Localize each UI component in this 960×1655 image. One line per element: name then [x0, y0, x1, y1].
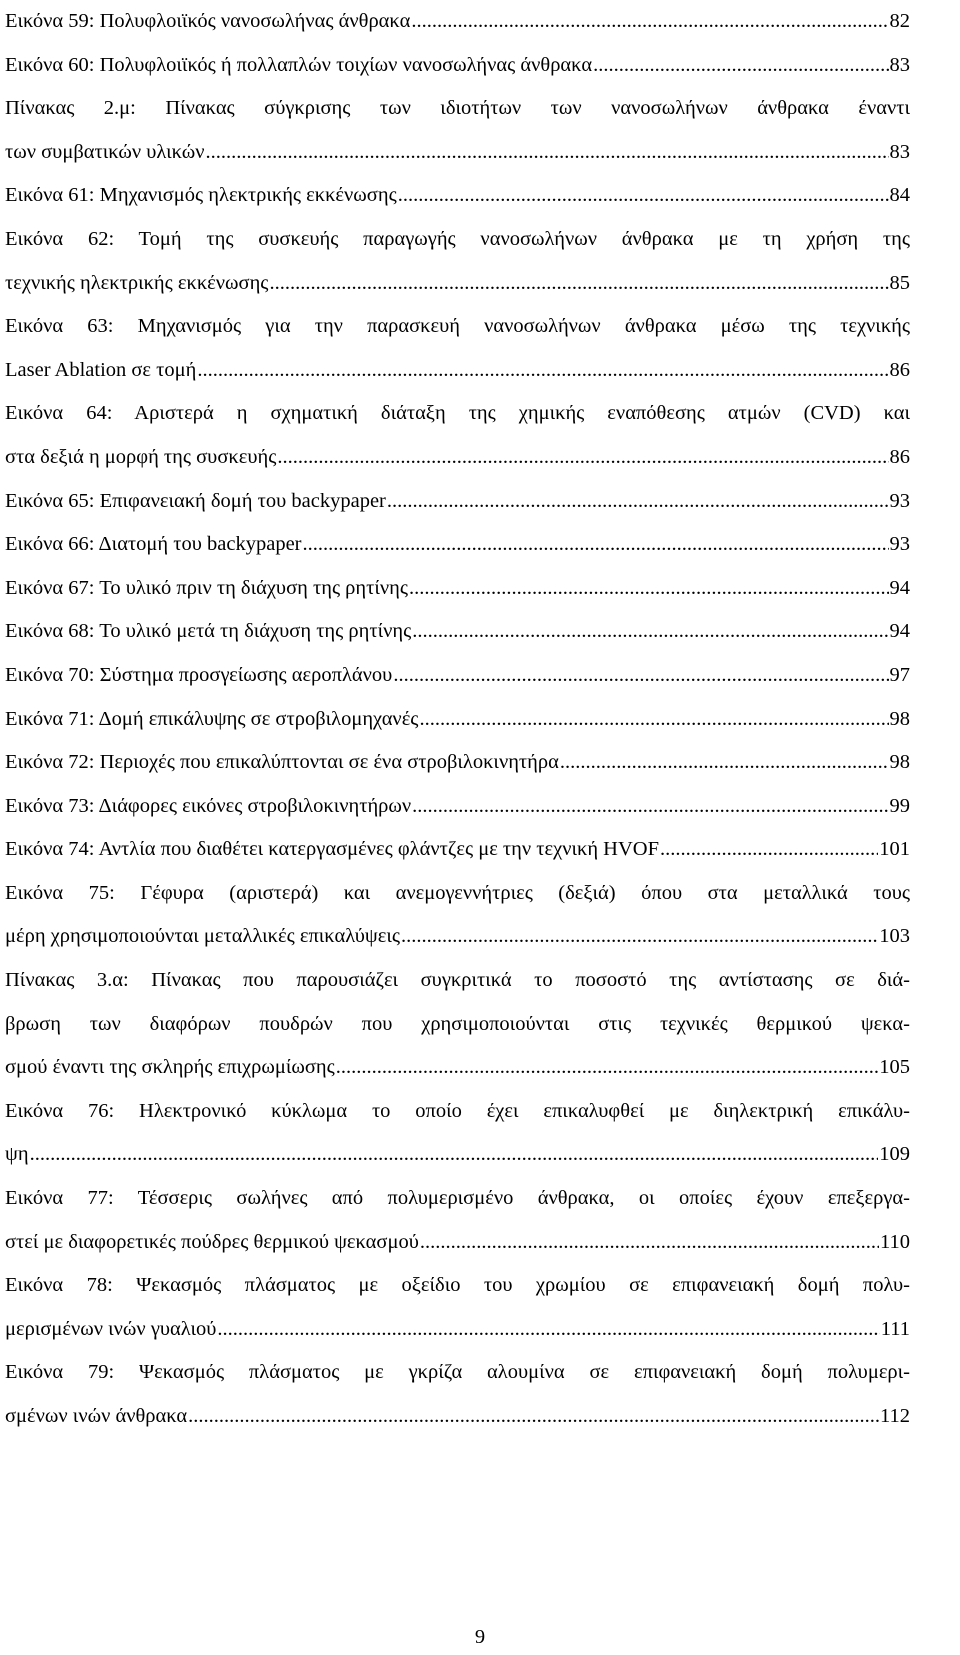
dot-leader	[30, 1133, 879, 1177]
toc-entry[interactable]	[5, 305, 910, 392]
toc-entry[interactable]	[5, 872, 910, 959]
toc-entry-line	[5, 1308, 910, 1352]
dot-leader	[411, 0, 888, 44]
toc-entry-line	[5, 392, 910, 436]
toc-entry-page: 105	[879, 1056, 910, 1079]
toc-entry-line	[5, 174, 910, 218]
toc-entry-line	[5, 349, 910, 393]
toc-entry-page: 97	[889, 663, 910, 686]
dot-leader	[398, 174, 889, 218]
page-number: 9	[474, 1626, 486, 1648]
toc-entry-text: Εικόνα 74: Αντλία που διαθέτει κατεργασμένες φλάντζες με την τεχνική HVOF	[5, 838, 659, 861]
toc-entry-text: Εικόνα 71: Δομή επικάλυψης σε στροβιλομηχανές	[5, 707, 419, 730]
toc-entry-line	[5, 785, 910, 829]
toc-entry-line	[5, 305, 910, 349]
toc-entry-line	[5, 87, 910, 131]
dot-leader	[593, 44, 888, 88]
toc-entry[interactable]	[5, 218, 910, 305]
toc-entry[interactable]	[5, 567, 910, 611]
toc-entry-page: 84	[889, 184, 910, 207]
dot-leader	[419, 698, 888, 742]
dot-leader	[420, 1221, 879, 1265]
toc-entry-line	[5, 698, 910, 742]
dot-leader	[197, 349, 888, 393]
toc-entry[interactable]	[5, 959, 910, 1090]
dot-leader	[269, 262, 888, 306]
toc-entry-line	[5, 741, 910, 785]
toc-entry-page: 111	[880, 1317, 910, 1340]
dot-leader	[217, 1308, 879, 1352]
toc-entry-line	[5, 1264, 910, 1308]
toc-entry[interactable]	[5, 0, 910, 44]
toc-entry[interactable]	[5, 654, 910, 698]
toc-entry-text: Εικόνα 77: Τέσσερις σωλήνες από πολυμερισμένο άνθρακα, οι οποίες έχουν επεξεργα-	[5, 1187, 910, 1210]
toc-entry-line	[5, 1395, 910, 1439]
dot-leader	[393, 654, 888, 698]
toc-entry-line	[5, 872, 910, 916]
toc-entry[interactable]	[5, 610, 910, 654]
toc-entry[interactable]	[5, 1264, 910, 1351]
toc-entry[interactable]	[5, 828, 910, 872]
toc-entry-line	[5, 218, 910, 262]
toc-entry-line	[5, 1351, 910, 1395]
toc-entry-text: τεχνικής ηλεκτρικής εκκένωσης	[5, 271, 269, 294]
toc-entry-line	[5, 1221, 910, 1265]
dot-leader	[188, 1395, 879, 1439]
toc-entry-line	[5, 1177, 910, 1221]
toc-entry-text: μέρη χρησιμοποιούνται μεταλλικές επικαλύψεις	[5, 925, 400, 948]
toc-entry-page: 82	[889, 10, 910, 32]
dot-leader	[660, 828, 878, 872]
toc-entry-text: Εικόνα 79: Ψεκασμός πλάσματος με γκρίζα αλουμίνα σε επιφανειακή δομή πολυμερι-	[5, 1361, 910, 1384]
toc-entry-line	[5, 1003, 910, 1047]
toc-entry-text: ψη	[5, 1143, 29, 1166]
toc-entry-text: μερισμένων ινών γυαλιού	[5, 1317, 217, 1340]
toc-entry-text: Εικόνα 63: Μηχανισμός για την παρασκευή νανοσωλήνων άνθρακα μέσω της τεχνικής	[5, 315, 910, 338]
toc-entry-text: Εικόνα 65: Επιφανειακή δομή του backypaper	[5, 489, 386, 512]
toc-entry-text: Εικόνα 67: Το υλικό πριν τη διάχυση της ρητίνης	[5, 576, 408, 599]
toc-entry-text: σμού έναντι της σκληρής επιχρωμίωσης	[5, 1056, 335, 1079]
toc-entry[interactable]	[5, 392, 910, 479]
toc-entry-text: Εικόνα 66: Διατομή του backypaper	[5, 533, 302, 556]
toc-entry-text: στεί με διαφορετικές πούδρες θερμικού ψεκασμού	[5, 1230, 419, 1253]
toc-entry[interactable]	[5, 1090, 910, 1177]
toc-entry-text: σμένων ινών άνθρακα	[5, 1405, 188, 1427]
toc-entry-text: Εικόνα 61: Μηχανισμός ηλεκτρικής εκκένωσης	[5, 184, 397, 207]
toc-entry-text: Εικόνα 70: Σύστημα προσγείωσης αεροπλάνου	[5, 663, 393, 686]
dot-leader	[277, 436, 888, 480]
toc-entry[interactable]	[5, 480, 910, 524]
toc-entry-line	[5, 0, 910, 44]
toc-entry[interactable]	[5, 44, 910, 88]
toc-entry-line	[5, 654, 910, 698]
toc-entry-line	[5, 1046, 910, 1090]
toc-entry[interactable]	[5, 741, 910, 785]
toc-entry-page: 109	[879, 1143, 910, 1166]
toc-entry-line	[5, 131, 910, 175]
toc-entry-page: 99	[889, 794, 910, 817]
toc-entry[interactable]	[5, 174, 910, 218]
toc-entry-text: βρωση των διαφόρων πουδρών που χρησιμοποιούνται στις τεχνικές θερμικού ψεκα-	[5, 1012, 910, 1035]
toc-entry-line	[5, 262, 910, 306]
table-of-figures	[5, 0, 910, 1439]
toc-entry-page: 86	[889, 358, 910, 381]
toc-entry-page: 86	[889, 445, 910, 468]
toc-entry[interactable]	[5, 785, 910, 829]
toc-entry-line	[5, 915, 910, 959]
toc-entry-line	[5, 480, 910, 524]
dot-leader	[409, 567, 889, 611]
toc-entry-page: 98	[889, 707, 910, 730]
toc-entry-text: Εικόνα 59: Πολυφλοιϊκός νανοσωλήνας άνθρακα	[5, 10, 411, 32]
toc-entry-page: 93	[889, 489, 910, 512]
toc-entry-page: 94	[889, 576, 910, 599]
toc-entry-page: 103	[879, 925, 910, 948]
dot-leader	[336, 1046, 878, 1090]
toc-entry-line	[5, 523, 910, 567]
toc-entry-text: Εικόνα 62: Τομή της συσκευής παραγωγής νανοσωλήνων άνθρακα με τη χρήση της	[5, 227, 910, 250]
toc-entry[interactable]	[5, 698, 910, 742]
toc-entry[interactable]	[5, 523, 910, 567]
toc-entry[interactable]	[5, 1351, 910, 1438]
toc-entry-page: 83	[889, 53, 910, 76]
toc-entry-text: στα δεξιά η μορφή της συσκευής	[5, 445, 277, 468]
toc-entry-page: 98	[889, 751, 910, 774]
toc-entry-page: 101	[879, 838, 910, 861]
dot-leader	[412, 610, 888, 654]
toc-entry-text: των συμβατικών υλικών	[5, 140, 205, 163]
toc-entry-text: Εικόνα 76: Ηλεκτρονικό κύκλωμα το οποίο έχει επικαλυφθεί με διηλεκτρική επικάλυ-	[5, 1099, 910, 1122]
toc-entry-line	[5, 1133, 910, 1177]
toc-entry-text: Laser Ablation σε τομή	[5, 358, 197, 381]
toc-entry-page: 85	[889, 271, 910, 294]
toc-entry-page: 93	[889, 533, 910, 556]
toc-entry-text: Εικόνα 73: Διάφορες εικόνες στροβιλοκινητήρων	[5, 794, 412, 817]
toc-entry-text: Εικόνα 60: Πολυφλοιϊκός ή πολλαπλών τοιχίων νανοσωλήνας άνθρακα	[5, 53, 593, 76]
toc-entry-text: Πίνακας 3.α: Πίνακας που παρουσιάζει συγκριτικά το ποσοστό της αντίστασης σε διά-	[5, 969, 910, 992]
dot-leader	[401, 915, 878, 959]
toc-entry-line	[5, 828, 910, 872]
toc-entry-text: Εικόνα 78: Ψεκασμός πλάσματος με οξείδιο του χρωμίου σε επιφανειακή δομή πολυ-	[5, 1274, 910, 1297]
dot-leader	[560, 741, 889, 785]
toc-entry-page: 83	[889, 140, 910, 163]
toc-entry[interactable]	[5, 1177, 910, 1264]
toc-entry-text: Εικόνα 68: Το υλικό μετά τη διάχυση της ρητίνης	[5, 620, 412, 643]
dot-leader	[303, 523, 889, 567]
toc-entry-text: Εικόνα 72: Περιοχές που επικαλύπτονται σε ένα στροβιλοκινητήρα	[5, 751, 559, 774]
toc-entry[interactable]	[5, 87, 910, 174]
toc-entry-line	[5, 1090, 910, 1134]
dot-leader	[412, 785, 888, 829]
dot-leader	[206, 131, 889, 175]
toc-entry-page: 94	[889, 620, 910, 643]
toc-entry-text: Εικόνα 64: Αριστερά η σχηματική διάταξη της χημικής εναπόθεσης ατμών (CVD) και	[5, 402, 910, 425]
toc-entry-text: Πίνακας 2.μ: Πίνακας σύγκρισης των ιδιοτήτων των νανοσωλήνων άνθρακα έναντι	[5, 97, 910, 120]
toc-entry-line	[5, 567, 910, 611]
toc-entry-page: 110	[880, 1230, 910, 1253]
toc-entry-line	[5, 44, 910, 88]
toc-entry-page: 112	[880, 1405, 910, 1427]
toc-entry-text: Εικόνα 75: Γέφυρα (αριστερά) και ανεμογεννήτριες (δεξιά) όπου στα μεταλλικά τους	[5, 881, 910, 904]
dot-leader	[387, 480, 889, 524]
toc-entry-line	[5, 436, 910, 480]
toc-entry-line	[5, 610, 910, 654]
toc-entry-line	[5, 959, 910, 1003]
